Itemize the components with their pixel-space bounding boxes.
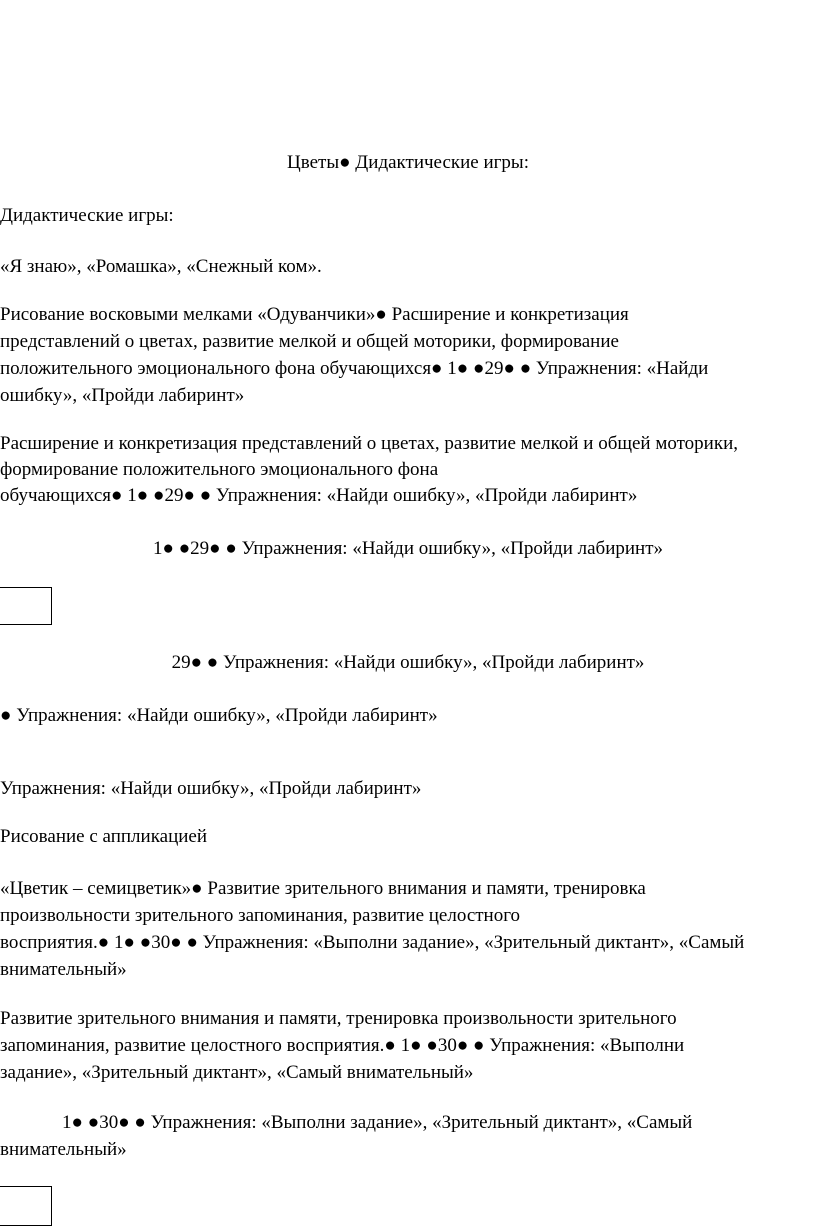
text-line: Развитие зрительного внимания и памяти, тренировка произвольности зрительного xyxy=(0,1008,677,1029)
section-subheading: Рисование с аппликацией xyxy=(0,826,208,847)
text-line: 1● ●30● ● Упражнения: «Выполни задание», «Зрительный диктант», «Самый xyxy=(62,1112,693,1133)
text-line: Рисование восковыми мелками «Одуванчики»● Расширение и конкретизация xyxy=(0,304,629,325)
exercise-line: Упражнения: «Найди ошибку», «Пройди лабиринт» xyxy=(0,778,422,799)
section-heading: Дидактические игры: xyxy=(0,205,174,226)
document-title: Цветы● Дидактические игры: xyxy=(287,152,529,173)
text-line: внимательный» xyxy=(0,959,127,980)
text-line: задание», «Зрительный диктант», «Самый внимательный» xyxy=(0,1062,474,1083)
text-line: обучающихся● 1● ●29● ● Упражнения: «Найди ошибку», «Пройди лабиринт» xyxy=(0,485,638,506)
text-line: представлений о цветах, развитие мелкой и общей моторики, формирование xyxy=(0,331,619,352)
text-line: восприятия.● 1● ●30● ● Упражнения: «Выполни задание», «Зрительный диктант», «Самый xyxy=(0,932,745,953)
games-list: «Я знаю», «Ромашка», «Снежный ком». xyxy=(0,256,322,277)
text-line: произвольности зрительного запоминания, развитие целостного xyxy=(0,905,521,926)
exercise-line: 1● ●29● ● Упражнения: «Найди ошибку», «Пройди лабиринт» xyxy=(152,538,664,559)
text-line: формирование положительного эмоционального фона xyxy=(0,459,439,480)
exercise-line: 29● ● Упражнения: «Найди ошибку», «Пройди лабиринт» xyxy=(171,652,645,673)
empty-box xyxy=(0,587,52,625)
text-line: «Цветик – семицветик»● Развитие зрительного внимания и памяти, тренировка xyxy=(0,878,646,899)
text-line: внимательный» xyxy=(0,1139,127,1160)
text-line: Расширение и конкретизация представлений о цветах, развитие мелкой и общей моторики, xyxy=(0,433,738,454)
text-line: положительного эмоционального фона обучающихся● 1● ●29● ● Упражнения: «Найди xyxy=(0,358,709,379)
text-line: запоминания, развитие целостного восприятия.● 1● ●30● ● Упражнения: «Выполни xyxy=(0,1035,685,1056)
exercise-line: ● Упражнения: «Найди ошибку», «Пройди лабиринт» xyxy=(0,705,438,726)
empty-box xyxy=(0,1186,52,1226)
text-line: ошибку», «Пройди лабиринт» xyxy=(0,385,245,406)
